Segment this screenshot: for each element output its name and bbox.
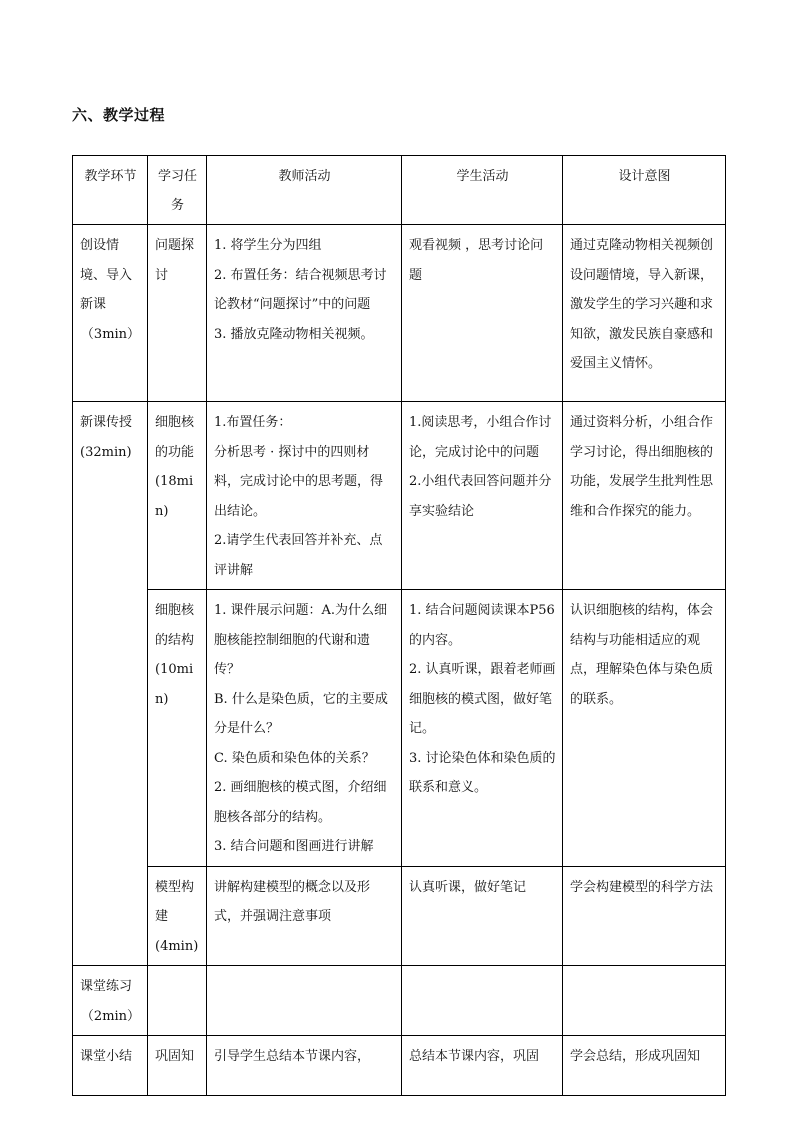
header-student-activity: 学生活动 [402,156,563,225]
design-intent-line: 认识细胞核的结构，体会结构与功能相适应的观点，理解染色体与染色质的联系。 [570,603,714,707]
task-cell [148,590,207,867]
task-name: 模型构建 [155,879,195,924]
design-intent-cell [563,402,726,590]
design-intent-cell [563,1036,726,1096]
stage-cell [73,1036,148,1096]
stage-cell [73,966,148,1036]
header-row [73,156,726,225]
student-activity-line: 观看视频 ，思考讨论问题 [409,238,544,283]
student-activity-cell [402,1036,563,1096]
teacher-activity-cell [207,590,402,867]
stage-time: (32min) [80,444,132,460]
task-cell [148,966,207,1036]
student-activity-line: 3. 讨论染色体和染色质的联系和意义。 [409,750,556,795]
teacher-activity-line: 2. 布置任务：结合视频思考讨论教材“问题探讨”中的问题 [214,267,387,312]
task-name: 细胞核的功能 [155,415,195,460]
table-row [73,402,726,590]
task-time: (10min) [155,662,194,707]
student-activity-cell [402,966,563,1036]
teacher-activity-line: 3. 播放克隆动物相关视频。 [214,326,374,342]
design-intent-cell [563,225,726,402]
teacher-activity-line: B. 什么是染色质，它的主要成分是什么？ [214,691,388,736]
teacher-activity-cell [207,225,402,402]
teacher-activity-line: 2. 画细胞核的模式图，介绍细胞核各部分的结构。 [214,780,387,825]
student-activity-cell [402,590,563,867]
design-intent-cell [563,590,726,867]
header-stage: 教学环节 [73,156,148,225]
task-cell [148,1036,207,1096]
design-intent-line: 学会构建模型的科学方法 [570,879,714,895]
header-teacher-activity: 教师活动 [207,156,402,225]
stage-time: （2min） [80,1008,141,1024]
teacher-activity-line: 1.布置任务： [214,415,292,430]
student-activity-cell [402,866,563,966]
header-task: 学习任务 [148,156,207,225]
task-cell [148,225,207,402]
student-activity-line: 认真听课，做好笔记 [409,879,527,895]
student-activity-line: 1.阅读思考，小组合作讨论，完成讨论中的问题 [409,415,552,460]
teacher-activity-cell [207,1036,402,1096]
table-row [73,966,726,1036]
design-intent-line: 通过资料分析，小组合作学习讨论，得出细胞核的功能，发展学生批判性思维和合作探究的能力。 [570,415,714,519]
section-heading: 六、教学过程 [72,106,166,124]
student-activity-line: 2. 认真听课，跟着老师画细胞核的模式图，做好笔记。 [409,662,556,736]
stage-name: 课堂练习 [80,979,133,994]
teacher-activity-line: 讲解构建模型的概念以及形式，并强调注意事项 [214,879,371,924]
stage-name: 课堂小结 [80,1049,133,1064]
header-design-intent: 设计意图 [563,156,726,225]
teaching-process-table-wrap [72,155,725,1064]
student-activity-line: 2.小组代表回答问题并分享实验结论 [409,474,552,519]
teacher-activity-line: 1. 将学生分为四组 [214,238,322,253]
design-intent-line: 通过克隆动物相关视频创设问题情境，导入新课，激发学生的学习兴趣和求知欲，激发民族自豪感和爱国主义情怀。 [570,238,714,371]
teacher-activity-line: 2.请学生代表回答并补充、点评讲解 [214,533,383,578]
student-activity-cell [402,402,563,590]
stage-cell [73,402,148,966]
teacher-activity-line: 1. 课件展示问题：A.为什么细胞核能控制细胞的代谢和遗传？ [214,603,388,677]
student-activity-line: 总结本节课内容，巩固 [409,1049,540,1064]
teacher-activity-line: C. 染色质和染色体的关系？ [214,750,375,766]
table-row [73,590,726,867]
student-activity-line: 1. 结合问题阅读课本P56的内容。 [409,603,555,648]
stage-name: 新课传授 [80,415,133,430]
stage-name: 创设情境、导入新课 [80,238,133,312]
task-time: (18min) [155,474,194,519]
student-activity-cell [402,225,563,402]
teacher-activity-line: 3. 结合问题和图画进行讲解 [214,839,374,854]
task-name: 巩固知 [155,1049,195,1064]
teacher-activity-line: 分析思考 · 探讨中的四则材料，完成讨论中的思考题，得出结论。 [214,444,384,519]
table-row [73,866,726,966]
task-cell [148,866,207,966]
teaching-process-table [72,155,726,1096]
task-name: 问题探讨 [155,238,195,283]
table-row [73,225,726,402]
teacher-activity-cell [207,966,402,1036]
teacher-activity-cell [207,866,402,966]
stage-cell [73,225,148,402]
task-time: (4min) [155,938,199,954]
table-row [73,1036,726,1096]
teacher-activity-cell [207,402,402,590]
design-intent-cell [563,866,726,966]
teacher-activity-line: 引导学生总结本节课内容， [214,1049,371,1064]
design-intent-line: 学会总结，形成巩固知 [570,1049,701,1064]
task-name: 细胞核的结构 [155,603,195,648]
stage-time: （3min） [80,326,141,342]
task-cell [148,402,207,590]
design-intent-cell [563,966,726,1036]
